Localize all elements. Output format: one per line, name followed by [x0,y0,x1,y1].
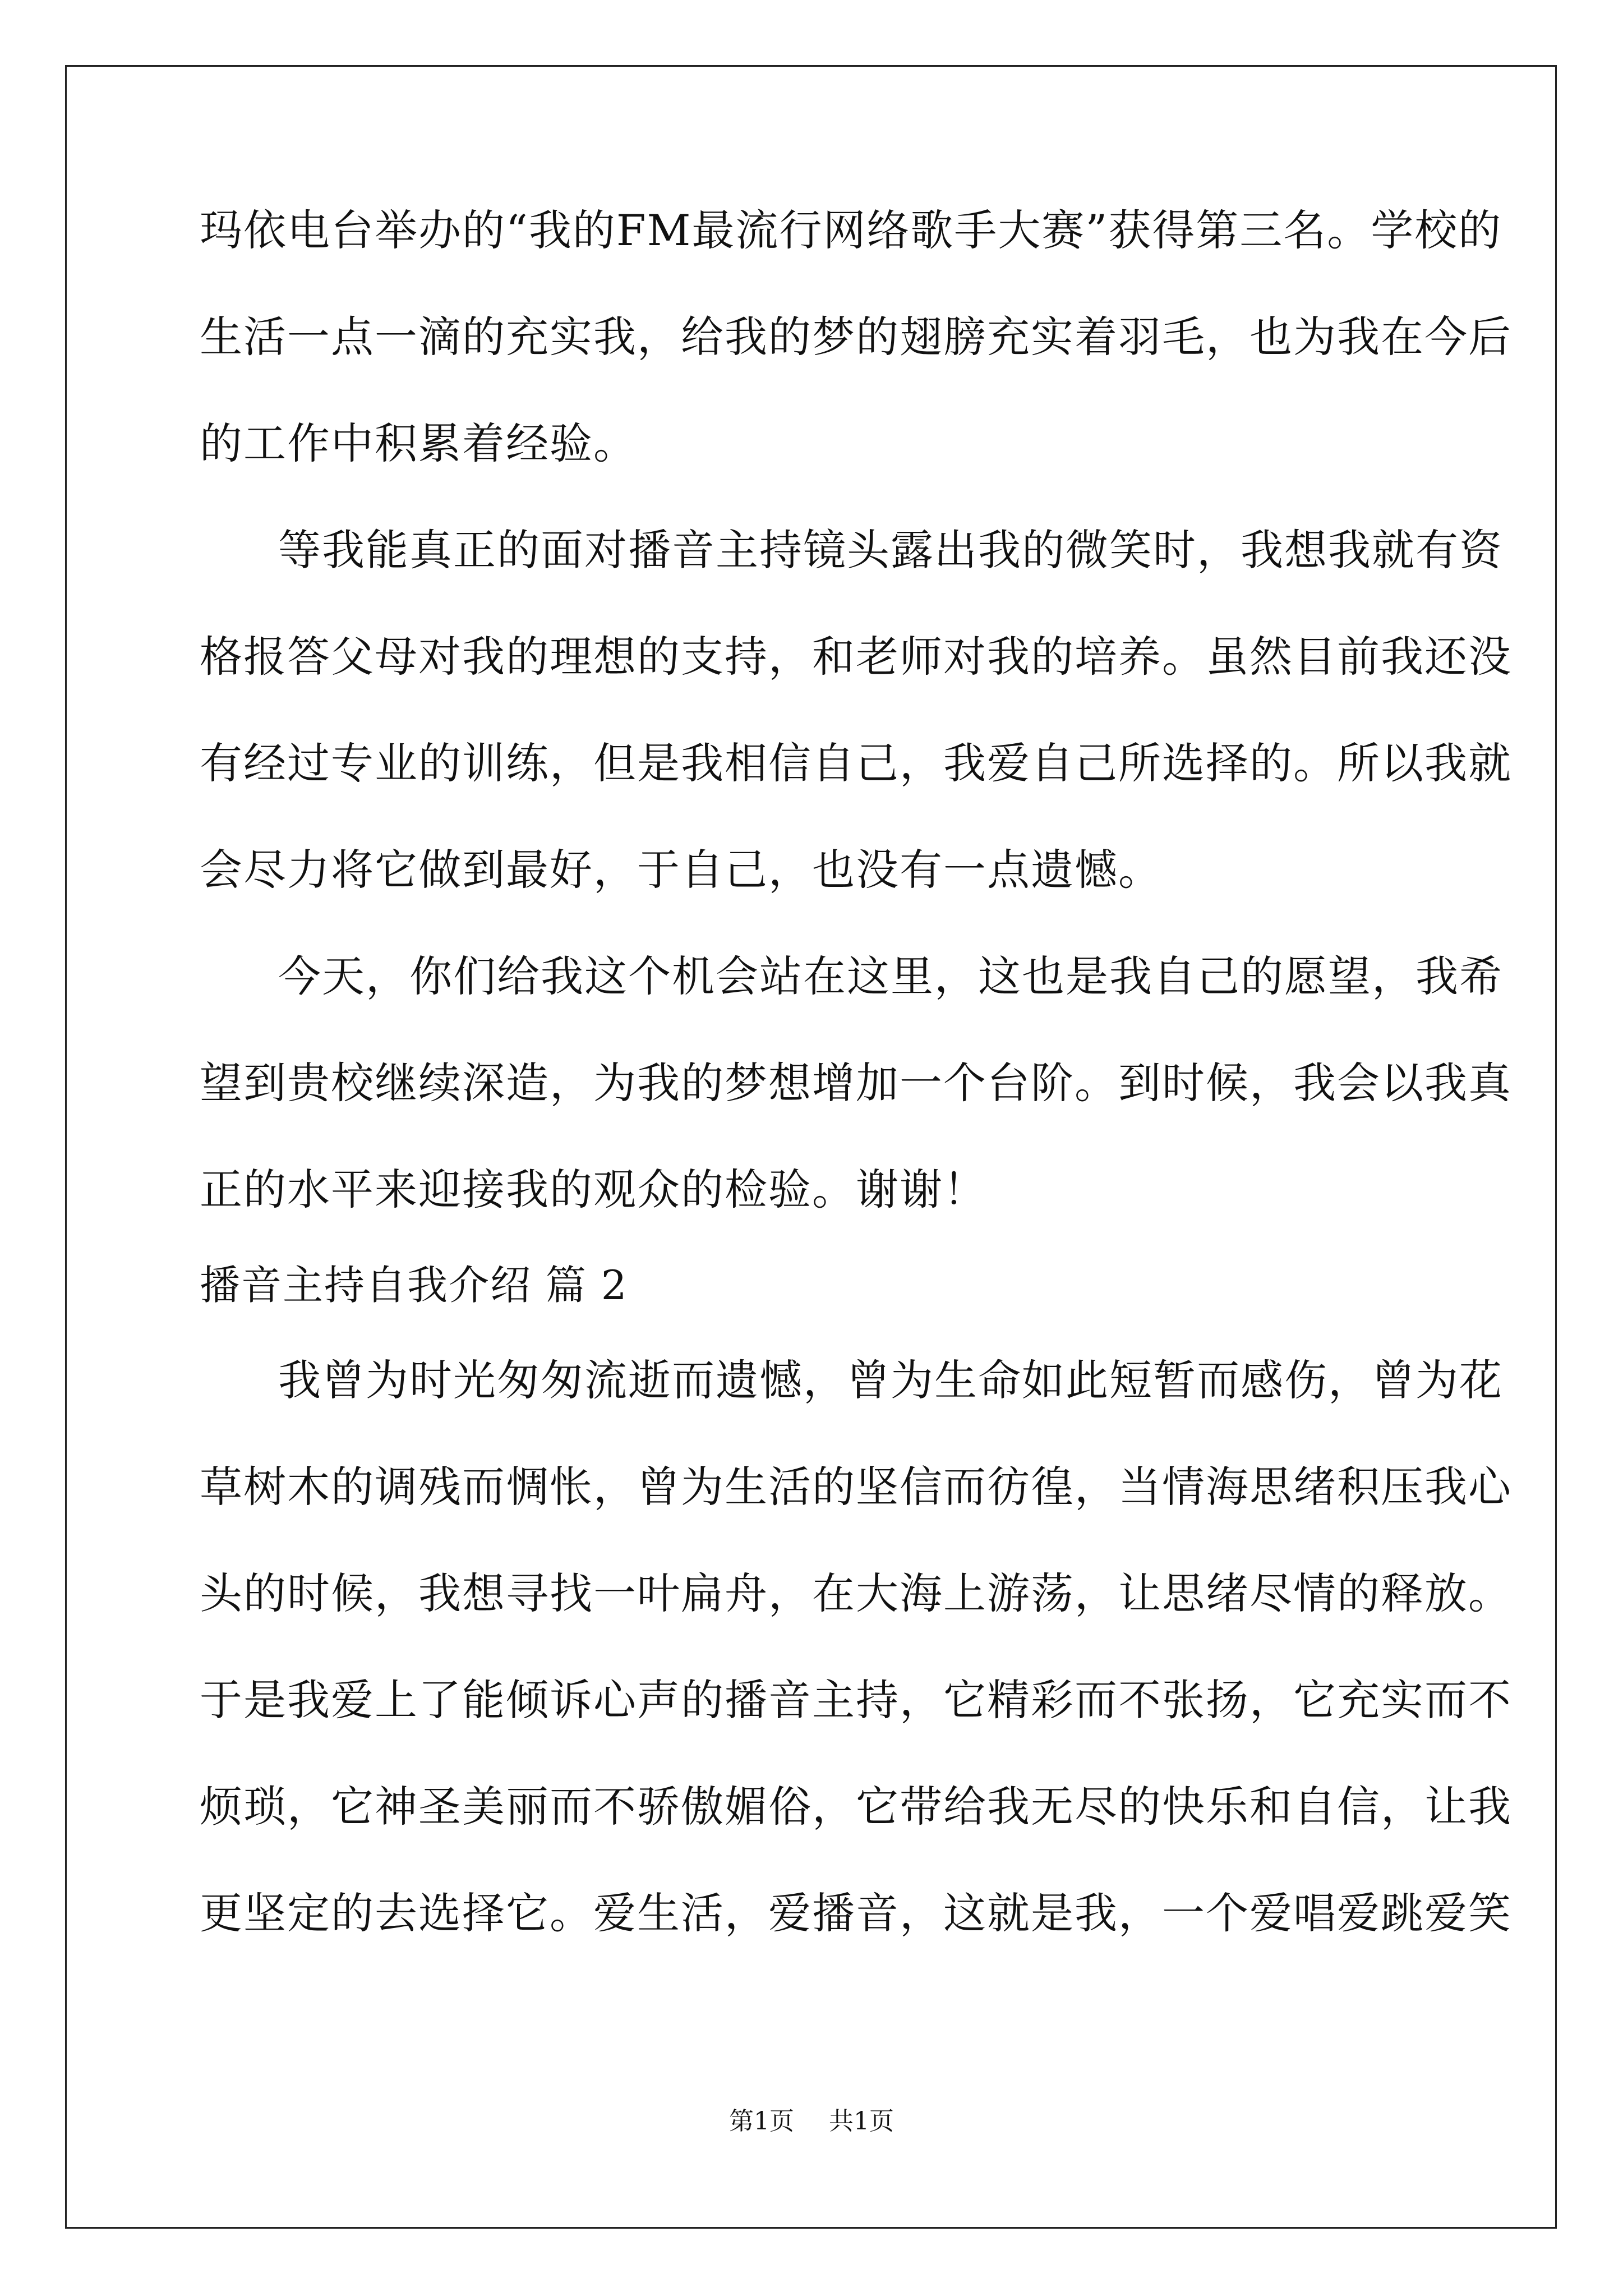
text-line: 更坚定的去选择它。爱生活，爱播音，这就是我，一个爱唱爱跳爱笑 [200,1888,1512,1938]
text-line: 望到贵校继续深造，为我的梦想增加一个台阶。到时候，我会以我真 [200,1058,1512,1108]
section-heading: 播音主持自我介绍 篇 2 [200,1262,628,1309]
text-line: 会尽力将它做到最好，于自己，也没有一点遗憾。 [200,845,1162,895]
paragraph-first-line: 等我能真正的面对播音主持镜头露出我的微笑时，我想我就有资 [278,525,1503,575]
page-total: 共1页 [829,2107,894,2136]
text-line: 格报答父母对我的理想的支持，和老师对我的培养。虽然目前我还没 [200,632,1512,682]
text-line: 正的水平来迎接我的观众的检验。谢谢！ [200,1165,987,1214]
paragraph-first-line: 我曾为时光匆匆流逝而遗憾，曾为生命如此短暂而感伤，曾为花 [278,1355,1503,1405]
text-line: 有经过专业的训练，但是我相信自己，我爱自己所选择的。所以我就 [200,738,1512,788]
page-footer [0,2105,1623,2138]
text-line: 玛依电台举办的“我的FM最流行网络歌手大赛”获得第三名。学校的 [200,205,1502,255]
page-number: 第1页 [729,2107,794,2136]
text-line: 生活一点一滴的充实我，给我的梦的翅膀充实着羽毛，也为我在今后 [200,312,1512,362]
text-line: 的工作中积累着经验。 [200,418,637,468]
text-line: 于是我爱上了能倾诉心声的播音主持，它精彩而不张扬，它充实而不 [200,1675,1512,1725]
text-line: 草树木的调残而惆怅，曾为生活的坚信而彷徨，当情海思绪积压我心 [200,1462,1512,1512]
text-line: 头的时候，我想寻找一叶扁舟，在大海上游荡，让思绪尽情的释放。 [200,1568,1512,1618]
text-line: 烦琐，它神圣美丽而不骄傲媚俗，它带给我无尽的快乐和自信，让我 [200,1782,1512,1832]
paragraph-first-line: 今天，你们给我这个机会站在这里，这也是我自己的愿望，我希 [278,951,1503,1001]
